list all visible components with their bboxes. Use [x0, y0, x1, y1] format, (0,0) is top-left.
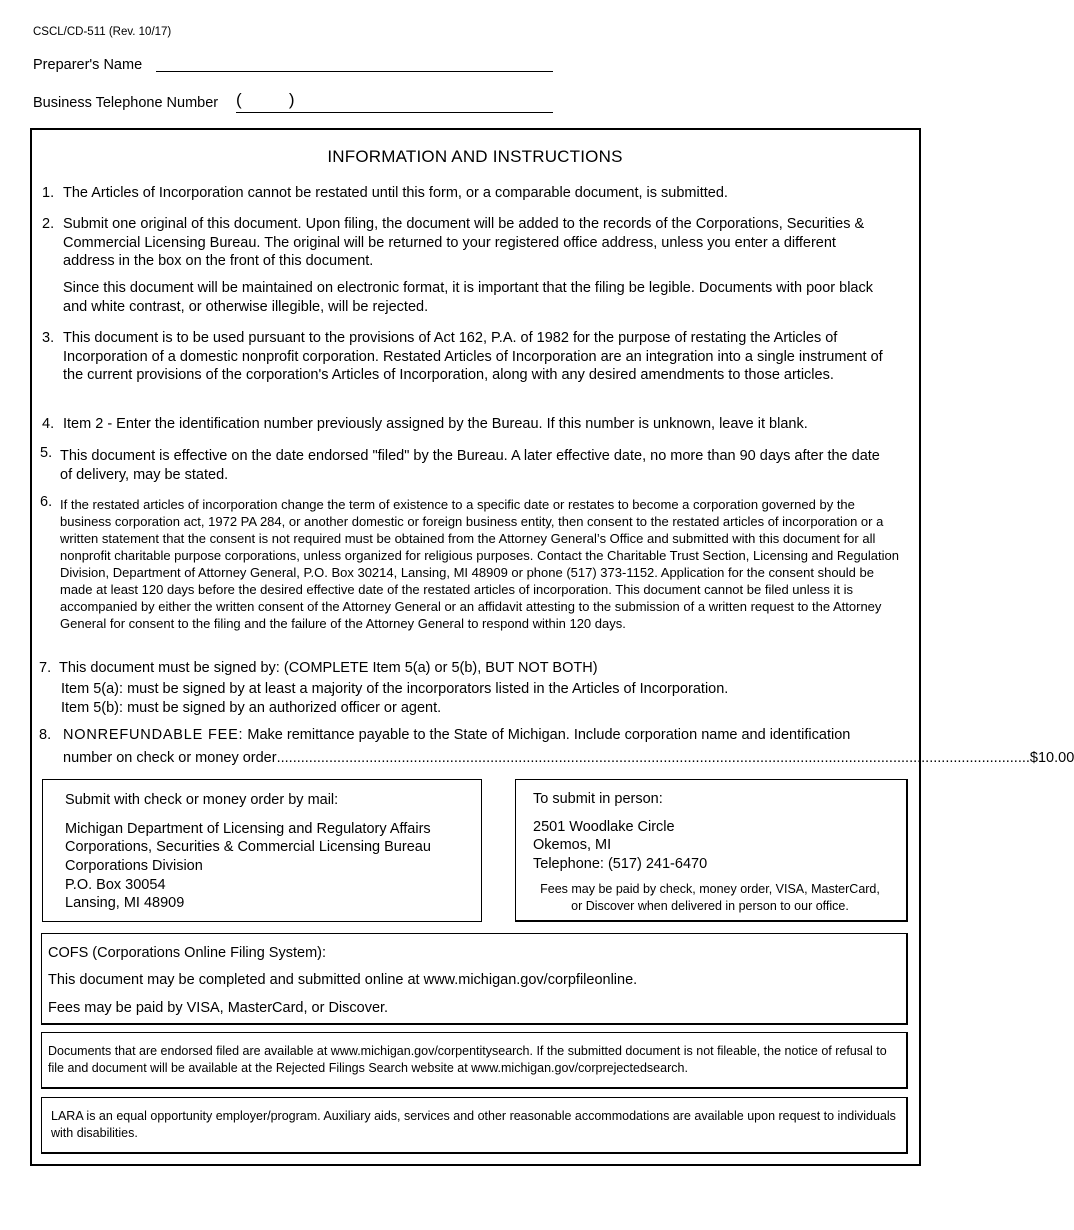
item-7-number: 7.	[39, 660, 52, 676]
item-3-text: This document is to be used pursuant to the provisions of Act 162, P.A. of 1982 for the purpose of restating the Articles of Incorporation of a domestic nonprofit corporation. Restated Articles of Incorporation are an integration into a single instrument of the current provisions of the corporation's Articles of Incorporation, along with any desired amendments to those articles.	[63, 330, 883, 383]
item-8-remittance-text: Make remittance payable to the State of Michigan. Include corporation name and identification	[247, 727, 851, 743]
preparer-name-label: Preparer's Name	[33, 57, 143, 73]
in-person-fees-line2: or Discover when delivered in person to our office.	[571, 899, 849, 913]
item-1-text: The Articles of Incorporation cannot be restated until this form, or a comparable document, is submitted.	[63, 185, 728, 201]
nonrefundable-fee-label: NONREFUNDABLE FEE:	[63, 727, 244, 743]
item-3-number: 3.	[42, 330, 55, 346]
preparer-name-field[interactable]	[156, 71, 553, 72]
item-2-text: Submit one original of this document. Upon filing, the document will be added to the records of the Corporations, Securities & Commercial Licensing Bureau. The original will be returned to your registered office address, unless you enter a different address in the box on the front of this document.	[63, 216, 865, 269]
cofs-heading: COFS (Corporations Online Filing System):	[48, 945, 326, 961]
telephone-area-code-parens: ( )	[236, 90, 295, 109]
mail-line-department: Michigan Department of Licensing and Regulatory Affairs	[65, 821, 431, 837]
item-7-5b-text: Item 5(b): must be signed by an authorized officer or agent.	[61, 700, 442, 716]
in-person-heading: To submit in person:	[533, 791, 663, 807]
business-telephone-field[interactable]	[236, 112, 553, 113]
item-4-number: 4.	[42, 416, 55, 432]
fee-amount: $10.00	[1029, 750, 1074, 766]
item-8-line2-text: number on check or money order	[63, 750, 277, 766]
item-8-number: 8.	[39, 727, 52, 743]
item-2-legibility-text: Since this document will be maintained on electronic format, it is important that the filing be legible. Documents with poor black and white contrast, or otherwise illegible, will be rejected.	[63, 280, 873, 315]
mail-heading: Submit with check or money order by mail:	[65, 792, 339, 808]
in-person-telephone: Telephone: (517) 241-6470	[533, 856, 708, 872]
lara-notice-text: LARA is an equal opportunity employer/program. Auxiliary aids, services and other reasonable accommodations are available upon request to individuals with disabilities.	[51, 1109, 896, 1140]
cofs-online-text: This document may be completed and submitted online at www.michigan.gov/corpfileonline.	[48, 972, 638, 988]
page-title: INFORMATION AND INSTRUCTIONS	[327, 147, 623, 166]
item-8-fee-line	[63, 749, 1074, 768]
item-5-number: 5.	[40, 445, 53, 461]
mail-line-division: Corporations Division	[65, 858, 203, 874]
item-7-text: This document must be signed by: (COMPLETE Item 5(a) or 5(b), BUT NOT BOTH)	[59, 660, 598, 676]
endorsed-documents-text: Documents that are endorsed filed are available at www.michigan.gov/corpentitysearch. If the submitted document is not fileable, the notice of refusal to file and document will be available at the Rejected Filings Search website at www.michigan.gov/corprejectedsearch.	[48, 1044, 887, 1075]
business-telephone-label: Business Telephone Number	[33, 95, 219, 111]
in-person-street: 2501 Woodlake Circle	[533, 819, 675, 835]
item-1-number: 1.	[42, 185, 55, 201]
item-5-text: This document is effective on the date endorsed "filed" by the Bureau. A later effective date, no more than 90 days after the date of delivery, may be stated.	[60, 448, 880, 483]
cofs-fees-text: Fees may be paid by VISA, MasterCard, or Discover.	[48, 1000, 389, 1016]
mail-line-bureau: Corporations, Securities & Commercial Licensing Bureau	[65, 839, 431, 855]
item-7-5a-text: Item 5(a): must be signed by at least a majority of the incorporators listed in the Articles of Incorporation.	[61, 681, 729, 697]
item-8-text	[63, 726, 903, 745]
fee-leader-dots: ...........................................................................................................................................................................................	[276, 750, 1030, 766]
form-number: CSCL/CD-511 (Rev. 10/17)	[33, 26, 172, 38]
in-person-fees-line1: Fees may be paid by check, money order, VISA, MasterCard,	[540, 882, 880, 896]
in-person-city: Okemos, MI	[533, 837, 612, 853]
item-4-text: Item 2 - Enter the identification number previously assigned by the Bureau. If this number is unknown, leave it blank.	[63, 416, 808, 432]
item-6-number: 6.	[40, 494, 53, 510]
mail-line-po-box: P.O. Box 30054	[65, 877, 166, 893]
mail-line-city: Lansing, MI 48909	[65, 895, 185, 911]
item-2-number: 2.	[42, 216, 55, 232]
item-6-text: If the restated articles of incorporation change the term of existence to a specific date or restates to become a corporation governed by the business corporation act, 1972 PA 284, or another domestic or foreign business entity, then consent to the restated articles of incorporation or a written statement that the consent is not required must be obtained from the Attorney General’s Office and submitted with this document for all nonprofit charitable purpose corporations, unless organized for religious purposes. Contact the Charitable Trust Section, Licensing and Regulation Division, Department of Attorney General, P.O. Box 30214, Lansing, MI 48909 or phone (517) 373-1152. Application for the consent should be made at least 120 days before the desired effective date of the restated articles of incorporation. This document cannot be filed unless it is accompanied by either the written consent of the Attorney General or an affidavit attesting to the submission of a written request to the Attorney General for consent to the filing and the failure of the Attorney General to respond within 120 days.	[60, 497, 899, 631]
